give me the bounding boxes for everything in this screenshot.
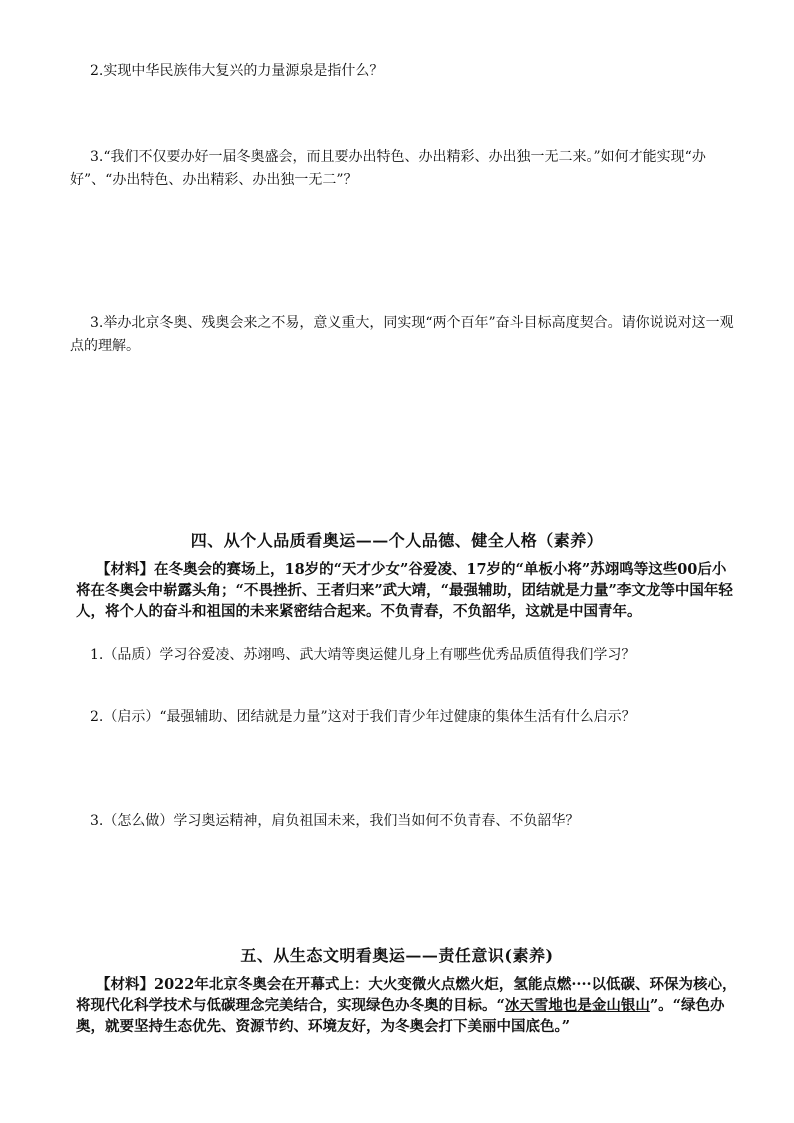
section-4-question-1: 1.（品质）学习谷爱凌、苏翊鸣、武大靖等奥运健儿身上有哪些优秀品质值得我们学习？ bbox=[90, 647, 636, 663]
section-5-heading: 五、从生态文明看奥运——责任意识(素养) bbox=[240, 946, 554, 965]
section-5-material bbox=[76, 974, 740, 1037]
question-3-two-centenary: 3.举办北京冬奥、残奥会来之不易，意义重大，同实现“两个百年”奋斗目标高度契合。请你说说对这一观点的理解。 bbox=[70, 315, 734, 354]
material-underlined-quote: 冰天雪地也是金山银山 bbox=[504, 997, 650, 1014]
question-3-run-olympics: 3.“我们不仅要办好一届冬奥盛会，而且要办出特色、办出精彩、办出独一无二来。”如何才能实现“办好”、“办出特色、办出精彩、办出独一无二”？ bbox=[70, 149, 706, 188]
material-text-start: 【材料】2022年北京冬奥会在开幕式上：大火变微火点燃火炬，氢能点燃····以低碳、环保为核心，将现代化科学技术与低碳理念完美结合，实现绿色办冬奥的目标。“ bbox=[76, 976, 737, 1014]
section-4-material: 【材料】在冬奥会的赛场上，18岁的“天才少女”谷爱凌、17岁的“单板小将”苏翊鸣等这些00后小将在冬奥会中崭露头角；“不畏挫折、王者归来”武大靖，“最强辅助，团结就是力量”李文龙等中国年轻人，将个人的奋斗和祖国的未来紧密结合起来。不负青春，不负韶华，这就是中国青年。 bbox=[76, 561, 733, 620]
section-4-question-3: 3.（怎么做）学习奥运精神，肩负祖国未来，我们当如何不负青春、不负韶华？ bbox=[90, 813, 580, 829]
material-text-end: ”。“绿色办奥，就要坚持生态优先、资源节约、环境友好，为冬奥会打下美丽中国底色。” bbox=[76, 997, 725, 1035]
question-2-power-source: 2.实现中华民族伟大复兴的力量源泉是指什么？ bbox=[90, 63, 384, 79]
section-4-heading: 四、从个人品质看奥运——个人品德、健全人格（素养） bbox=[190, 531, 604, 550]
section-4-question-2: 2.（启示）“最强辅助、团结就是力量”这对于我们青少年过健康的集体生活有什么启示？ bbox=[90, 709, 636, 725]
